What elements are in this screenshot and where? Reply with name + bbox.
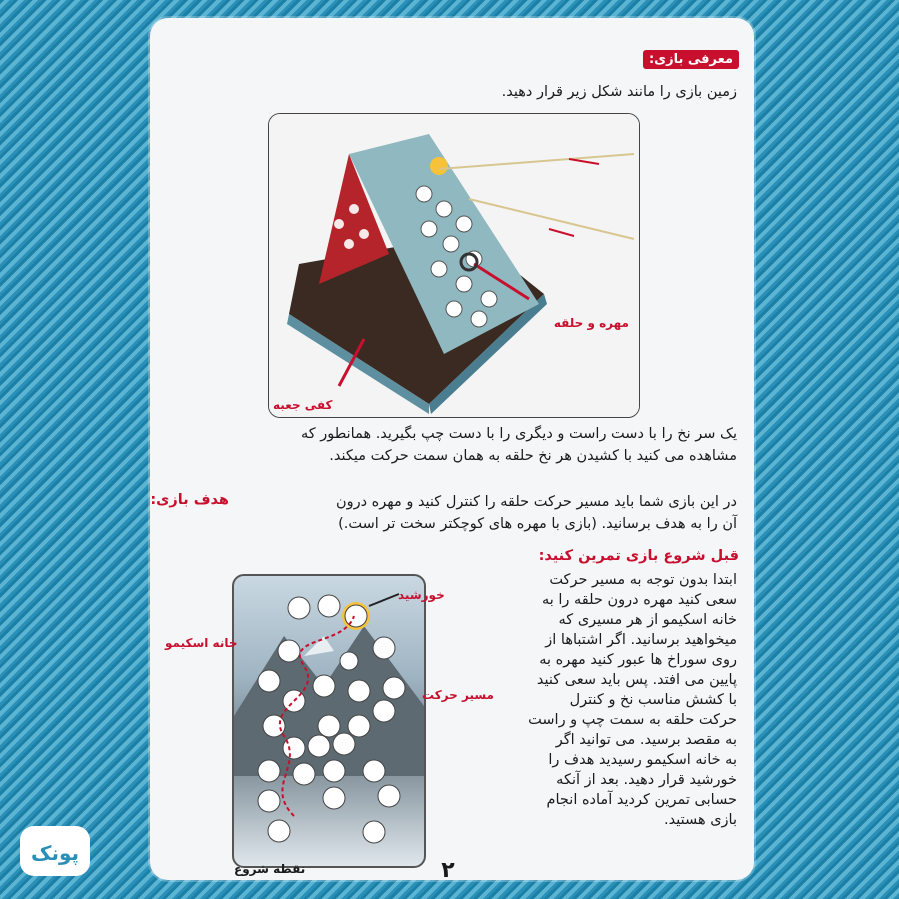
goal-label: هدف بازی: [150,492,229,508]
game-board-illustration [269,114,639,417]
instruction-line-1: یک سر نخ را با دست راست و دیگری را با دست چپ بگیرید. همانطور که [300,426,737,442]
practice-line: حسابی تمرین کردید آماده انجام [546,792,737,808]
sun-label: خورشید [398,588,445,602]
practice-line: به مقصد برسید. می توانید اگر [555,732,737,748]
practice-line: پایین می افتد. پس باید سعی کنید [536,672,737,688]
practice-line: ابتدا بدون توجه به مسیر حرکت [549,572,737,588]
practice-line: با کشش مناسب نخ و کنترل [569,692,737,708]
logo-text: پونک [30,841,80,865]
practice-line: خانه اسکیمو از هر مسیری که [558,612,737,628]
logo-icon [20,826,90,876]
intro-badge: معرفی بازی: [643,50,739,69]
start-point-label: نقطه شروع [234,862,306,876]
practice-line: بازی هستید. [664,812,737,828]
brand-logo [20,826,90,876]
instruction-line-2: مشاهده می کنید با کشیدن هر نخ حلقه به همان سمت حرکت میکند. [329,448,737,464]
practice-board-illustration [234,576,424,866]
game-board-photo [268,113,640,418]
movement-path-label: مسیر حرکت [422,688,494,702]
practice-line: سعی کنید مهره درون حلقه را به [541,592,737,608]
practice-heading: قبل شروع بازی تمرین کنید: [538,548,739,564]
intro-line: زمین بازی را مانند شکل زیر قرار دهید. [501,84,737,100]
box-floor-label: کفی جعبه [273,398,333,412]
practice-line: به خانه اسکیمو رسیدید هدف را [548,752,737,768]
practice-line: حرکت حلقه به سمت چپ و راست [528,712,737,728]
bead-ring-label: مهره و حلقه [553,316,629,330]
practice-board-image [232,574,426,868]
eskimo-house-label: خانه اسکیمو [165,636,238,650]
practice-line: روی سوراخ ها عبور کنید مهره به [539,652,737,668]
practice-line: میخواهید برسانید. اگر اشتباها از [545,632,737,648]
goal-line-1: در این بازی شما باید مسیر حرکت حلقه را کنترل کنید و مهره درون [335,494,737,510]
practice-line: خورشید قرار دهید. بعد از آنکه [556,772,737,788]
page-number: ۲ [441,858,455,883]
goal-line-2: آن را به هدف برسانید. (بازی با مهره های کوچکتر سخت تر است.) [338,516,737,532]
